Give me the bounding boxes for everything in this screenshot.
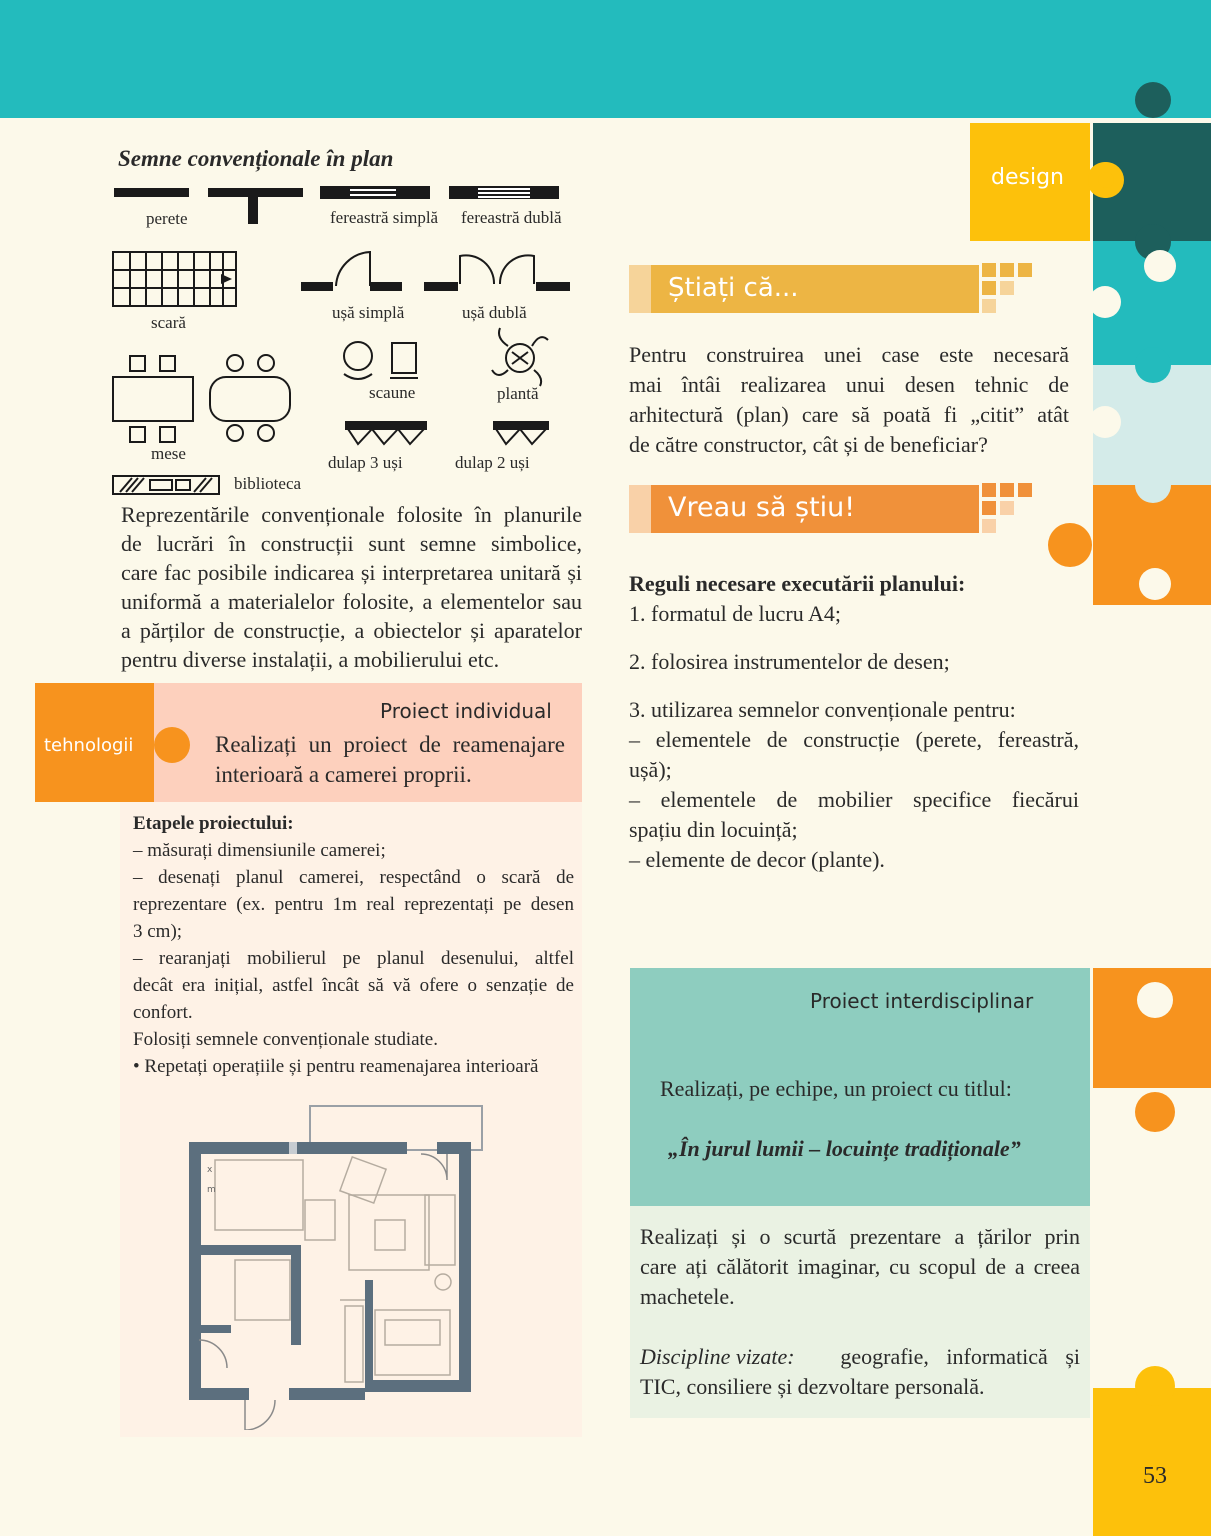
symbol-wardrobe-3 <box>346 422 426 444</box>
rule-subitem: – elementele de mobilier specifice fiecărui <box>629 787 1079 812</box>
label-single-door: ușă simplă <box>332 303 405 322</box>
steps-title: Etapele proiectului: <box>133 813 294 834</box>
symbol-bookcase <box>113 476 219 494</box>
page-number: 53 <box>1143 1463 1167 1489</box>
rule-subitem: – elementele de construcție (perete, fereastră, <box>629 727 1079 752</box>
stiati-ca-heading: Știați că... <box>668 273 799 303</box>
label-double-window: fereastră dublă <box>461 208 562 227</box>
task-line: interioară a camerei proprii. <box>215 762 472 787</box>
rule-subitem: – elemente de decor (plante). <box>629 847 885 872</box>
symbol-tables <box>113 355 290 442</box>
symbol-double-door <box>424 255 570 291</box>
interdisciplinary-panel <box>630 968 1090 1206</box>
symbol-chairs <box>344 342 418 379</box>
step-line: • Repetați operațiile și pentru reamenajarea interioară <box>133 1056 539 1077</box>
label-wardrobe-2: dulap 2 uși <box>455 453 530 472</box>
individual-project-heading: Proiect individual <box>380 699 552 723</box>
design-tab-knob <box>1082 155 1132 205</box>
label-wardrobe-3: dulap 3 uși <box>328 453 403 472</box>
stiati-line: de către constructor, cât și de beneficiar? <box>629 432 988 457</box>
tehnologii-knob <box>148 720 196 770</box>
puzzle-piece-yellow <box>1093 1388 1211 1536</box>
label-plant: plantă <box>497 384 539 403</box>
step-line: 3 cm); <box>133 921 183 942</box>
interdisciplinary-task: Realizați, pe echipe, un proiect cu titlul: <box>660 1076 1012 1101</box>
rules-block <box>629 569 1079 875</box>
disciplines-line <box>640 1342 1080 1372</box>
intro-line: pentru diverse instalații, a mobilierului etc. <box>121 647 500 672</box>
label-double-door: ușă dublă <box>462 303 527 322</box>
rule-item: 3. utilizarea semnelor convenționale pentru: <box>629 697 1016 722</box>
vreau-squares <box>982 483 1034 535</box>
stiati-ca-header <box>651 265 979 313</box>
symbols-title: Semne convenționale în plan <box>118 146 394 171</box>
symbol-plant <box>492 328 548 386</box>
interdisciplinary-title: „În jurul lumii – locuințe tradiționale” <box>668 1136 1021 1161</box>
stiati-ca-text <box>629 340 1069 460</box>
disciplines-list-2: TIC, consiliere și dezvoltare personală. <box>640 1374 985 1399</box>
intro-line: Reprezentările convenționale folosite în planurile <box>121 502 582 527</box>
label-chairs: scaune <box>369 383 416 402</box>
floor-plan-illustration <box>185 1100 495 1430</box>
intro-line: care fac posibile indicarea și interpretarea unitară și <box>121 560 582 585</box>
step-line: – măsurați dimensiunile camerei; <box>133 840 386 861</box>
label-wall: perete <box>146 209 188 228</box>
label-single-window: fereastră simplă <box>330 208 439 227</box>
interdisciplinary-extra <box>640 1222 1080 1402</box>
step-line: – desenați planul camerei, respectând o scară de <box>133 867 574 888</box>
step-line: Folosiți semnele convenționale studiate. <box>133 1029 438 1050</box>
stiati-line: arhitectură (plan) care să poată fi „citit” atât <box>629 402 1069 427</box>
intro-line: uniformă a materialelor folosite, a elementelor sau <box>121 589 582 614</box>
stiati-line: Pentru construirea unei case este necesară <box>629 342 1069 367</box>
rule-subitem: ușă); <box>629 757 672 782</box>
vreau-header <box>651 485 979 533</box>
extra-line: machetele. <box>640 1284 735 1309</box>
stiati-ca-squares <box>982 263 1034 315</box>
extra-line: care ați călătorit imaginar, cu scopul de a creea <box>640 1254 1080 1279</box>
symbol-wall <box>114 188 189 197</box>
tehnologii-tab <box>35 683 154 802</box>
design-tab-label: design <box>991 165 1064 190</box>
tehnologii-label: tehnologii <box>44 735 134 756</box>
interdisciplinary-heading: Proiect interdisciplinar <box>810 989 1034 1013</box>
label-bookcase: biblioteca <box>234 474 302 493</box>
individual-project-task <box>215 730 565 790</box>
intro-line: de lucrări în construcții sunt semne simbolice, <box>121 531 582 556</box>
step-line: – rearanjați mobilierul pe planul desenului, altfel <box>133 948 574 969</box>
symbol-wardrobe-2 <box>494 422 548 444</box>
top-banner <box>0 0 1211 118</box>
stiati-line: mai întâi realizarea unui desen tehnic de <box>629 372 1069 397</box>
design-tab <box>970 123 1090 241</box>
extra-line: Realizați și o scurtă prezentare a țărilor prin <box>640 1224 1080 1249</box>
disciplines-label: Discipline vizate: <box>640 1344 795 1369</box>
symbol-single-window <box>320 186 430 199</box>
vreau-heading: Vreau să știu! <box>668 492 856 523</box>
svg-text:x: x <box>207 1165 213 1175</box>
project-steps <box>133 810 574 1080</box>
rule-subitem: spațiu din locuință; <box>629 817 798 842</box>
svg-text:m: m <box>207 1185 216 1195</box>
rule-item: 1. formatul de lucru A4; <box>629 601 842 626</box>
symbol-single-door <box>301 252 402 291</box>
step-line: reprezentare (ex. pentru 1m real reprezentați pe desen <box>133 894 574 915</box>
symbol-stairs <box>113 252 236 306</box>
intro-line: a părților de construcție, a obiectelor și aparatelor <box>121 618 582 643</box>
label-stairs: scară <box>151 313 186 332</box>
disciplines-list-1: geografie, informatică și <box>840 1344 1080 1369</box>
label-tables: mese <box>151 444 186 463</box>
task-line: Realizați un proiect de reamenajare <box>215 732 565 757</box>
step-line: confort. <box>133 1002 193 1023</box>
rule-item: 2. folosirea instrumentelor de desen; <box>629 649 950 674</box>
rules-title: Reguli necesare executării planului: <box>629 571 966 596</box>
intro-paragraph <box>121 500 582 674</box>
step-line: decât era inițial, astfel încât să vă ofere o senzație de <box>133 975 574 996</box>
